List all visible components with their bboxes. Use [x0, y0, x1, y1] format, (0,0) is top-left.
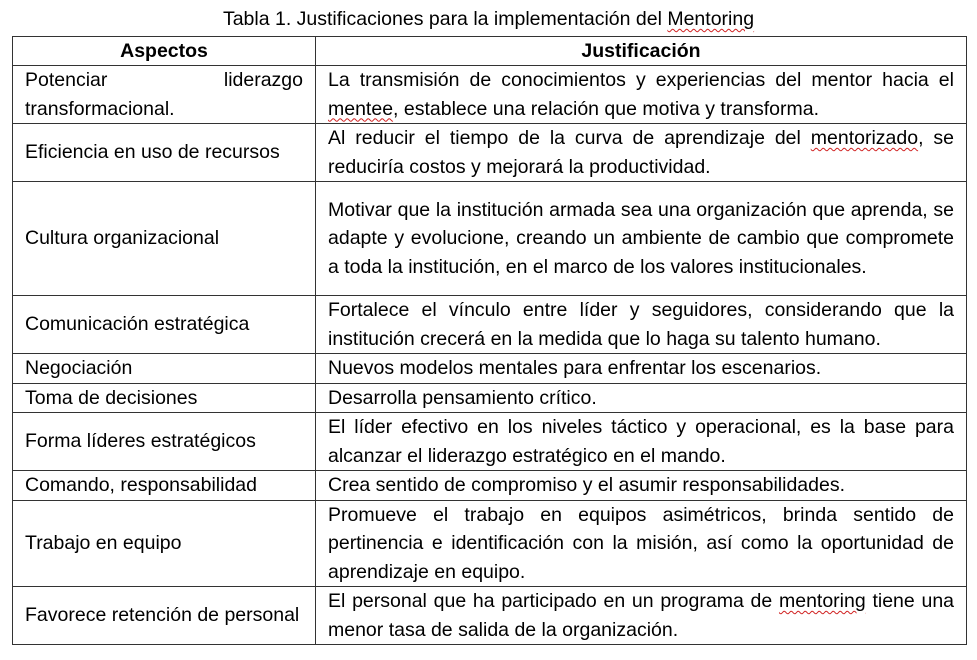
flagged-word: mentoring — [778, 590, 866, 612]
table-row — [13, 124, 967, 182]
aspect-cell: Comando, responsabilidad — [13, 471, 316, 501]
justification-cell — [316, 124, 967, 182]
header-aspectos: Aspectos — [13, 37, 316, 66]
aspect-cell: Eficiencia en uso de recursos — [13, 124, 316, 182]
justification-cell — [316, 587, 967, 645]
justification-cell: Desarrolla pensamiento crítico. — [316, 383, 967, 413]
justification-text: tiene una menor tasa de salida de la organización. — [328, 590, 955, 641]
justification-cell: Nuevos modelos mentales para enfrentar los escenarios. — [316, 354, 967, 384]
aspect-cell: Comunicación estratégica — [13, 296, 316, 354]
table-row — [13, 354, 967, 384]
justification-cell: Promueve el trabajo en equipos asimétricos, brinda sentido de pertinencia e identificación con la misión, así como la oportunidad de aprendizaje en equipo. — [316, 500, 967, 587]
flagged-word: mentee — [328, 97, 394, 120]
aspect-cell: Trabajo en equipo — [13, 500, 316, 587]
table-row — [13, 66, 967, 124]
table-row — [13, 413, 967, 471]
table-row — [13, 500, 967, 587]
flagged-word: mentorizado — [810, 127, 919, 149]
table-header-row — [13, 37, 967, 66]
justification-cell: El líder efectivo en los niveles táctico y operacional, es la base para alcanzar el liderazgo estratégico en el mando. — [316, 413, 967, 471]
justification-text: El personal que ha participado en un programa de — [328, 590, 779, 612]
justification-cell: Crea sentido de compromiso y el asumir responsabilidades. — [316, 471, 967, 501]
table-caption — [0, 6, 977, 32]
justification-cell: Fortalece el vínculo entre líder y seguidores, considerando que la institución crecerá en la medida que lo haga su talento humano. — [316, 296, 967, 354]
table-row — [13, 587, 967, 645]
caption-flagged-word: Mentoring — [667, 8, 755, 30]
justification-text: , establece una relación que motiva y transforma. — [393, 97, 820, 120]
aspect-cell: Forma líderes estratégicos — [13, 413, 316, 471]
justification-text: , se reduciría costos y mejorará la productividad. — [328, 127, 954, 178]
justification-table — [12, 36, 967, 645]
caption-text: Tabla 1. Justificaciones para la implementación del — [222, 8, 668, 30]
table-row — [13, 296, 967, 354]
table-row — [13, 471, 967, 501]
aspect-cell: Favorece retención de personal — [13, 587, 316, 645]
justification-cell — [316, 66, 967, 124]
aspect-cell: Toma de decisiones — [13, 383, 316, 413]
aspect-cell: Cultura organizacional — [13, 182, 316, 296]
header-justificacion: Justificación — [316, 37, 967, 66]
aspect-cell: Negociación — [13, 354, 316, 384]
table-row — [13, 182, 967, 296]
aspect-cell: Potenciar liderazgo transformacional. — [13, 66, 316, 124]
table-row — [13, 383, 967, 413]
justification-cell: Motivar que la institución armada sea una organización que aprenda, se adapte y evolucione, creando un ambiente de cambio que compromete a toda la institución, en el marco de los valores institucionales. — [316, 182, 967, 296]
justification-text: La transmisión de conocimientos y experiencias del mentor hacia el — [328, 69, 954, 91]
justification-text: Al reducir el tiempo de la curva de aprendizaje del — [328, 127, 811, 149]
